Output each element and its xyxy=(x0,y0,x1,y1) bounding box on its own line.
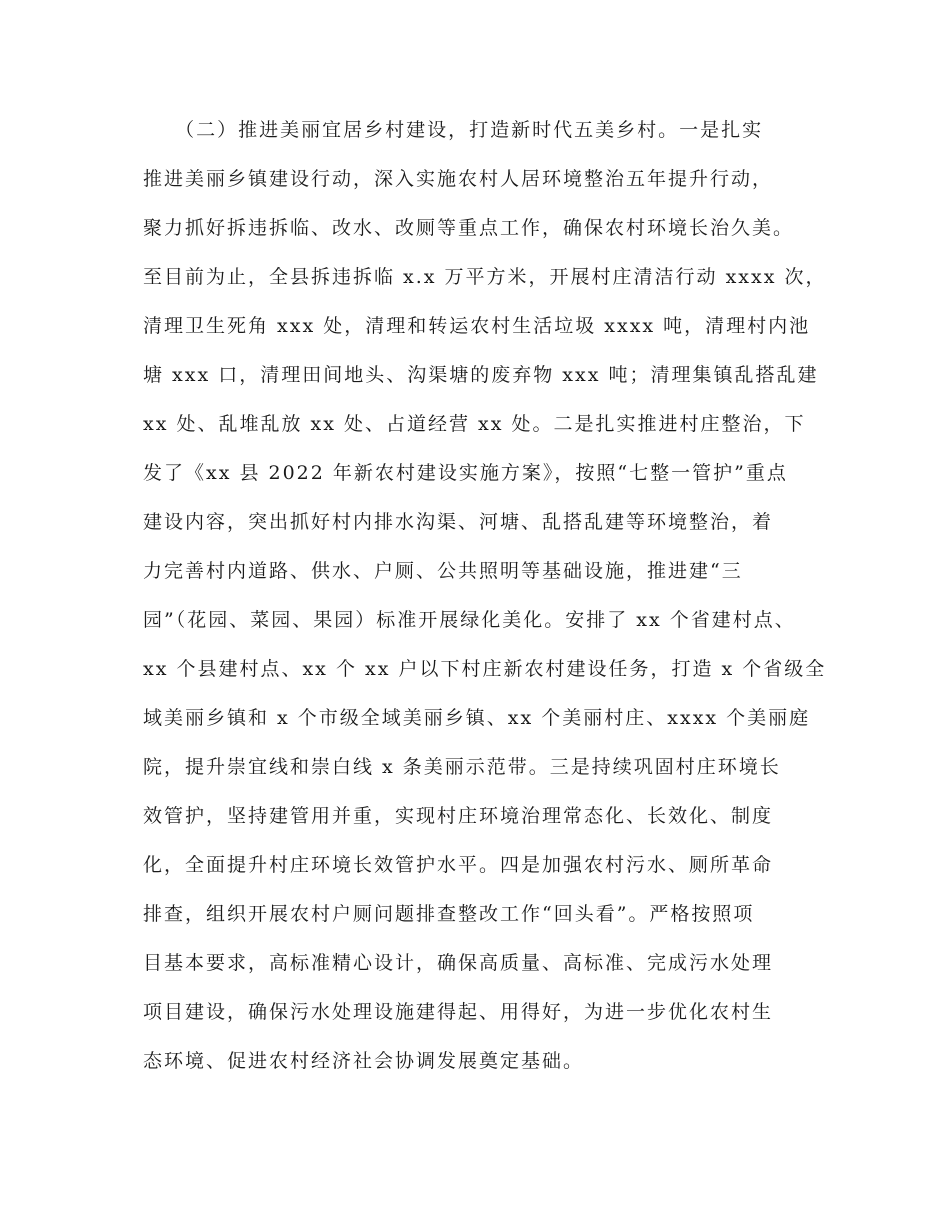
paragraph-line: 项目建设，确保污水处理设施建得起、用得好，为进一步优化农村生 xyxy=(143,1001,774,1023)
paragraph-line: 园”（花园、菜园、果园）标准开展绿化美化。安排了 xx 个省建村点、 xyxy=(143,609,796,631)
paragraph-line: 域美丽乡镇和 x 个市级全域美丽乡镇、xx 个美丽村庄、xxxx 个美丽庭 xyxy=(143,707,811,729)
paragraph-line: 化，全面提升村庄环境长效管护水平。四是加强农村污水、厕所革命 xyxy=(143,854,774,876)
paragraph-line: 塘 xxx 口，清理田间地头、沟渠塘的废弃物 xxx 吨；清理集镇乱搭乱建 xyxy=(143,364,819,386)
paragraph-line: 推进美丽乡镇建设行动，深入实施农村人居环境整治五年提升行动， xyxy=(143,168,774,190)
paragraph-line: 排查，组织开展农村户厕问题排查整改工作“回头看”。严格按照项 xyxy=(143,903,755,925)
paragraph-line: 发了《xx 县 2022 年新农村建设实施方案》，按照“七整一管护”重点 xyxy=(143,462,788,484)
paragraph-line: xx 个县建村点、xx 个 xx 户以下村庄新农村建设任务，打造 x 个省级全 xyxy=(143,658,827,680)
paragraph-line: （二）推进美丽宜居乡村建设，打造新时代五美乡村。一是扎实 xyxy=(143,119,764,141)
paragraph-line: 建设内容，突出抓好村内排水沟渠、河塘、乱搭乱建等环境整治，着 xyxy=(143,511,774,533)
paragraph-line: 态环境、促进农村经济社会协调发展奠定基础。 xyxy=(143,1050,585,1072)
paragraph-line: 力完善村内道路、供水、户厕、公共照明等基础设施，推进建“三 xyxy=(143,560,743,582)
paragraph-line: 院，提升崇宜线和崇白线 x 条美丽示范带。三是持续巩固村庄环境长 xyxy=(143,756,781,778)
body-paragraph xyxy=(143,106,827,1086)
paragraph-line: xx 处、乱堆乱放 xx 处、占道经营 xx 处。二是扎实推进村庄整治，下 xyxy=(143,413,806,435)
paragraph-line: 效管护，坚持建管用并重，实现村庄环境治理常态化、长效化、制度 xyxy=(143,805,774,827)
paragraph-line: 目基本要求，高标准精心设计，确保高质量、高标准、完成污水处理 xyxy=(143,952,774,974)
paragraph-line: 聚力抓好拆违拆临、改水、改厕等重点工作，确保农村环境长治久美。 xyxy=(143,217,795,239)
paragraph-line: 至目前为止，全县拆违拆临 x.x 万平方米，开展村庄清洁行动 xxxx 次， xyxy=(143,266,827,288)
paragraph-line: 清理卫生死角 xxx 处，清理和转运农村生活垃圾 xxxx 吨，清理村内池 xyxy=(143,315,811,337)
